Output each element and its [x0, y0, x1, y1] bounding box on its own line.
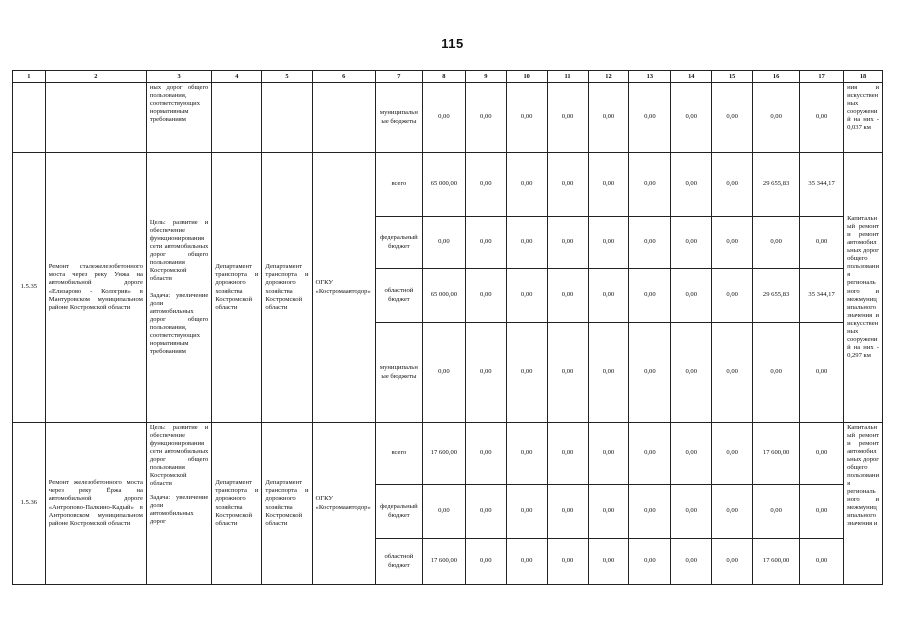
- col-header: 14: [671, 71, 712, 83]
- table-row: [13, 153, 883, 217]
- col-header: 16: [753, 71, 800, 83]
- value-cell: 0,00: [506, 83, 547, 153]
- value-cell: 0,00: [506, 423, 547, 485]
- value-cell: 0,00: [506, 217, 547, 269]
- value-cell: 0,00: [547, 539, 588, 585]
- responsible-department: Департамент транспорта и дорожного хозяйства Костромской области: [212, 423, 262, 585]
- item-number: 1.5.35: [13, 153, 46, 423]
- value-cell: 0,00: [671, 153, 712, 217]
- funding-source-label: всего: [375, 153, 422, 217]
- value-cell: 17 600,00: [422, 539, 465, 585]
- col-header: 3: [146, 71, 211, 83]
- funding-source-label: всего: [375, 423, 422, 485]
- item-name: Ремонт сталежелезобетонного моста через реку Унжа на автомобильной дороге «Елизарово - Кологрив» в Мантуровском муниципальном районе Костромской области: [45, 153, 146, 423]
- continuation-row: [13, 83, 883, 153]
- page-number: 115: [441, 36, 464, 51]
- value-cell: 0,00: [465, 269, 506, 323]
- value-cell: 0,00: [588, 269, 629, 323]
- value-cell: 0,00: [712, 485, 753, 539]
- col-header: 10: [506, 71, 547, 83]
- value-cell: 0,00: [712, 423, 753, 485]
- coexecutor-department: Департамент транспорта и дорожного хозяйства Костромской области: [262, 423, 312, 585]
- value-cell: 0,00: [547, 323, 588, 423]
- value-cell: 65 000,00: [422, 269, 465, 323]
- value-cell: 0,00: [629, 539, 671, 585]
- value-cell: 0,00: [588, 153, 629, 217]
- goal-task-text: ных дорог общего пользования, соответствующих нормативным требованиям: [146, 83, 211, 153]
- value-cell: 0,00: [629, 153, 671, 217]
- executor: ОГКУ «Костромаавтодор»: [312, 423, 375, 585]
- table-row: [13, 423, 883, 485]
- value-cell: 0,00: [712, 217, 753, 269]
- value-cell: 0,00: [422, 83, 465, 153]
- value-cell: 0,00: [671, 423, 712, 485]
- value-cell: 65 000,00: [422, 153, 465, 217]
- value-cell: 0,00: [671, 485, 712, 539]
- value-cell: 0,00: [671, 269, 712, 323]
- value-cell: 0,00: [465, 423, 506, 485]
- result-text: Капитальный ремонт и ремонт автомобильных дорог общего пользования регионального и межмуниципального значения и: [844, 423, 883, 585]
- value-cell: 0,00: [671, 217, 712, 269]
- value-cell: 0,00: [465, 83, 506, 153]
- value-cell: 0,00: [800, 539, 844, 585]
- value-cell: 0,00: [588, 539, 629, 585]
- value-cell: 0,00: [712, 269, 753, 323]
- funding-source-label: муниципальные бюджеты: [375, 323, 422, 423]
- col-header: 13: [629, 71, 671, 83]
- col-header: 18: [844, 71, 883, 83]
- col-header: 9: [465, 71, 506, 83]
- funding-source-label: федеральный бюджет: [375, 217, 422, 269]
- item-name: Ремонт железобетонного моста через реку Ёржа на автомобильной дороге «Антропово-Палкино-Кадый» в Антроповском муниципальном районе Костромской области: [45, 423, 146, 585]
- value-cell: 0,00: [465, 153, 506, 217]
- funding-source-label: федеральный бюджет: [375, 485, 422, 539]
- value-cell: 0,00: [547, 423, 588, 485]
- value-cell: 0,00: [800, 83, 844, 153]
- value-cell: 0,00: [422, 217, 465, 269]
- value-cell: 0,00: [753, 217, 800, 269]
- value-cell: 0,00: [588, 485, 629, 539]
- result-text: Капитальный ремонт и ремонт автомобильных дорог общего пользования регионального и межмуниципального значения и искусственных сооружений на них - 0,297 км: [844, 153, 883, 423]
- value-cell: 0,00: [800, 485, 844, 539]
- value-cell: 0,00: [712, 153, 753, 217]
- value-cell: 35 344,17: [800, 269, 844, 323]
- value-cell: 0,00: [712, 83, 753, 153]
- value-cell: 0,00: [629, 269, 671, 323]
- col-header: 15: [712, 71, 753, 83]
- value-cell: 0,00: [800, 323, 844, 423]
- value-cell: 0,00: [800, 217, 844, 269]
- value-cell: 0,00: [588, 217, 629, 269]
- value-cell: 0,00: [506, 323, 547, 423]
- item-number: 1.5.36: [13, 423, 46, 585]
- value-cell: 17 600,00: [753, 539, 800, 585]
- col-header: 2: [45, 71, 146, 83]
- column-number-row: [13, 71, 883, 83]
- value-cell: 0,00: [465, 539, 506, 585]
- col-header: 4: [212, 71, 262, 83]
- value-cell: 0,00: [588, 83, 629, 153]
- value-cell: 0,00: [506, 539, 547, 585]
- goal-text: Цель: развитие и обеспечение функционирования сети автомобильных дорог общего пользования Костромской области: [149, 219, 209, 283]
- value-cell: 0,00: [547, 153, 588, 217]
- value-cell: 17 600,00: [753, 423, 800, 485]
- value-cell: 0,00: [422, 323, 465, 423]
- value-cell: 0,00: [629, 323, 671, 423]
- result-text: ния и искусственных сооружений на них - 0,037 км: [844, 83, 883, 153]
- value-cell: 0,00: [422, 485, 465, 539]
- col-header: 1: [13, 71, 46, 83]
- value-cell: 0,00: [753, 485, 800, 539]
- value-cell: 0,00: [547, 83, 588, 153]
- value-cell: 0,00: [465, 485, 506, 539]
- col-header: 11: [547, 71, 588, 83]
- col-header: 17: [800, 71, 844, 83]
- value-cell: 0,00: [506, 269, 547, 323]
- value-cell: 0,00: [506, 153, 547, 217]
- value-cell: 0,00: [629, 83, 671, 153]
- value-cell: 0,00: [671, 83, 712, 153]
- coexecutor-department: Департамент транспорта и дорожного хозяйства Костромской области: [262, 153, 312, 423]
- col-header: 7: [375, 71, 422, 83]
- value-cell: 0,00: [712, 323, 753, 423]
- col-header: 6: [312, 71, 375, 83]
- value-cell: 0,00: [800, 423, 844, 485]
- value-cell: 0,00: [671, 539, 712, 585]
- funding-source-label: областной бюджет: [375, 269, 422, 323]
- value-cell: 0,00: [712, 539, 753, 585]
- value-cell: 29 655,83: [753, 153, 800, 217]
- value-cell: 0,00: [547, 485, 588, 539]
- value-cell: 35 344,17: [800, 153, 844, 217]
- value-cell: 0,00: [753, 83, 800, 153]
- goal-task-cell: [146, 423, 211, 585]
- goal-text: Цель: развитие и обеспечение функционирования сети автомобильных дорог общего пользования Костромской области: [149, 424, 209, 488]
- value-cell: 0,00: [547, 217, 588, 269]
- value-cell: 0,00: [588, 423, 629, 485]
- goal-task-cell: [146, 153, 211, 423]
- value-cell: 0,00: [465, 323, 506, 423]
- value-cell: 0,00: [629, 485, 671, 539]
- value-cell: 0,00: [547, 269, 588, 323]
- col-header: 5: [262, 71, 312, 83]
- funding-source-label: муниципальные бюджеты: [375, 83, 422, 153]
- program-table: [12, 70, 883, 585]
- executor: ОГКУ «Костромаавтодор»: [312, 153, 375, 423]
- value-cell: 0,00: [629, 217, 671, 269]
- value-cell: 17 600,00: [422, 423, 465, 485]
- task-text: Задача: увеличение доли автомобильных дорог общего пользования, соответствующих нормативным требованиям: [149, 291, 209, 355]
- value-cell: 0,00: [629, 423, 671, 485]
- funding-source-label: областной бюджет: [375, 539, 422, 585]
- task-text: Задача: увеличение доли автомобильных дорог: [149, 494, 209, 526]
- value-cell: 29 655,83: [753, 269, 800, 323]
- value-cell: 0,00: [671, 323, 712, 423]
- responsible-department: Департамент транспорта и дорожного хозяйства Костромской области: [212, 153, 262, 423]
- col-header: 12: [588, 71, 629, 83]
- value-cell: 0,00: [753, 323, 800, 423]
- value-cell: 0,00: [506, 485, 547, 539]
- value-cell: 0,00: [588, 323, 629, 423]
- value-cell: 0,00: [465, 217, 506, 269]
- col-header: 8: [422, 71, 465, 83]
